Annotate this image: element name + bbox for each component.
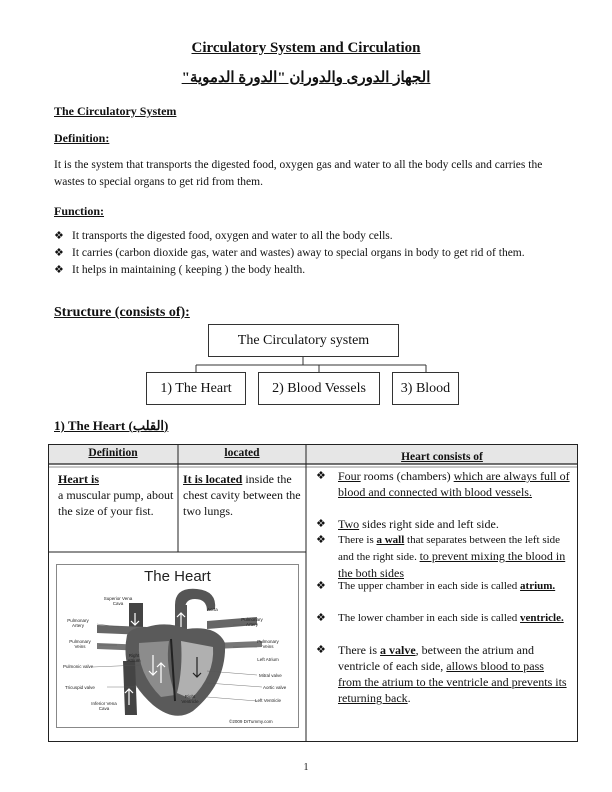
diamond-bullet-icon: ❖ [316, 534, 326, 546]
label-aortic-valve: Aortic valve [263, 685, 287, 690]
diamond-bullet-icon: ❖ [54, 230, 64, 242]
consists-item: ❖ There is a wall that separates between the left side and the right side. to prevent mixing the blood in the both sides [316, 534, 566, 580]
structure-part-blood: 3) Blood [392, 372, 459, 405]
structure-main-box: The Circulatory system [208, 324, 399, 357]
consists-item: ❖ There is a valve, between the atrium and ventricle of each side, allows blood to pass from the atrium to the ventricle and prevents its returning back. [316, 643, 567, 705]
label-left-ventricle: Left Ventricle [255, 698, 282, 703]
copyright-text: ©2009 DrTummy.com [229, 719, 273, 724]
heart-heading: 1) The Heart (القلب) [54, 418, 169, 433]
heart-consists-list [314, 468, 570, 706]
label-mitral-valve: Mitral valve [259, 673, 282, 678]
label-right-ventricle: Right Ventricle [181, 694, 199, 704]
diagram-title: The Heart [144, 568, 211, 585]
diamond-bullet-icon: ❖ [316, 518, 326, 530]
structure-heading: Structure (consists of): [54, 305, 190, 320]
diamond-bullet-icon: ❖ [54, 264, 64, 276]
col-definition: Definition [88, 447, 138, 459]
diamond-bullet-icon: ❖ [316, 644, 326, 656]
diamond-bullet-icon: ❖ [316, 612, 326, 624]
definition-text: It is the system that transports the digested food, oxygen gas and water to all the body cells and carries the wastes to special organs to get rid from them. [54, 159, 543, 188]
structure-part-heart: 1) The Heart [146, 372, 246, 405]
heart-diagram [56, 564, 299, 728]
label-aorta: Aorta [207, 607, 218, 612]
diamond-bullet-icon: ❖ [316, 470, 326, 482]
label-pulmonary-veins-left: Pulmonary Veins [69, 639, 91, 649]
arabic-title: الجهاز الدورى والدوران "الدورة الدموية" [181, 70, 431, 86]
consists-item: ❖ The lower chamber in each side is called ventricle. [316, 612, 564, 624]
label-pulmonary-artery-right: Pulmonary Artery [241, 617, 263, 627]
label-left-atrium: Left Atrium [257, 657, 279, 662]
diamond-bullet-icon: ❖ [54, 247, 64, 259]
label-pulmonic-valve: Pulmonic valve [63, 664, 94, 669]
consists-item: ❖ Two sides right side and left side. [316, 517, 499, 531]
definition-cell: Heart is a muscular pump, about the size of your fist. [58, 472, 174, 518]
function-item: ❖ It transports the digested food, oxygen and water to all the body cells. [54, 228, 576, 245]
label-inferior-vena-cava: Inferior Vena Cava [91, 701, 117, 711]
page-number: 1 [303, 762, 309, 773]
col-consists: Heart consists of [401, 451, 483, 463]
definition-heading: Definition: [54, 131, 110, 145]
located-cell: It is located inside the chest cavity between the two lungs. [183, 472, 301, 518]
col-located: located [224, 447, 260, 459]
consists-item: ❖ The upper chamber in each side is called atrium. [316, 580, 556, 592]
function-item: ❖ It helps in maintaining ( keeping ) the body health. [54, 262, 576, 279]
page-title: Circulatory System and Circulation [191, 40, 421, 56]
label-tricuspid-valve: Tricuspid valve [65, 685, 95, 690]
label-pulmonary-artery-left: Pulmonary Artery [67, 618, 89, 628]
structure-part-vessels: 2) Blood Vessels [258, 372, 380, 405]
section-heading: The Circulatory System [54, 104, 177, 118]
function-item: ❖ It carries (carbon dioxide gas, water and wastes) away to special organs in body to get rid of them. [54, 245, 576, 262]
label-superior-vena-cava: Superior Vena Cava [103, 596, 133, 606]
diamond-bullet-icon: ❖ [316, 580, 326, 592]
label-right-atrium: Right Atrium [127, 653, 141, 663]
consists-item: ❖ Four rooms (chambers) which are always full of blood and connected with blood vessels. [316, 469, 570, 499]
function-heading: Function: [54, 204, 105, 218]
label-pulmonary-veins-right: Pulmonary Veins [257, 639, 279, 649]
